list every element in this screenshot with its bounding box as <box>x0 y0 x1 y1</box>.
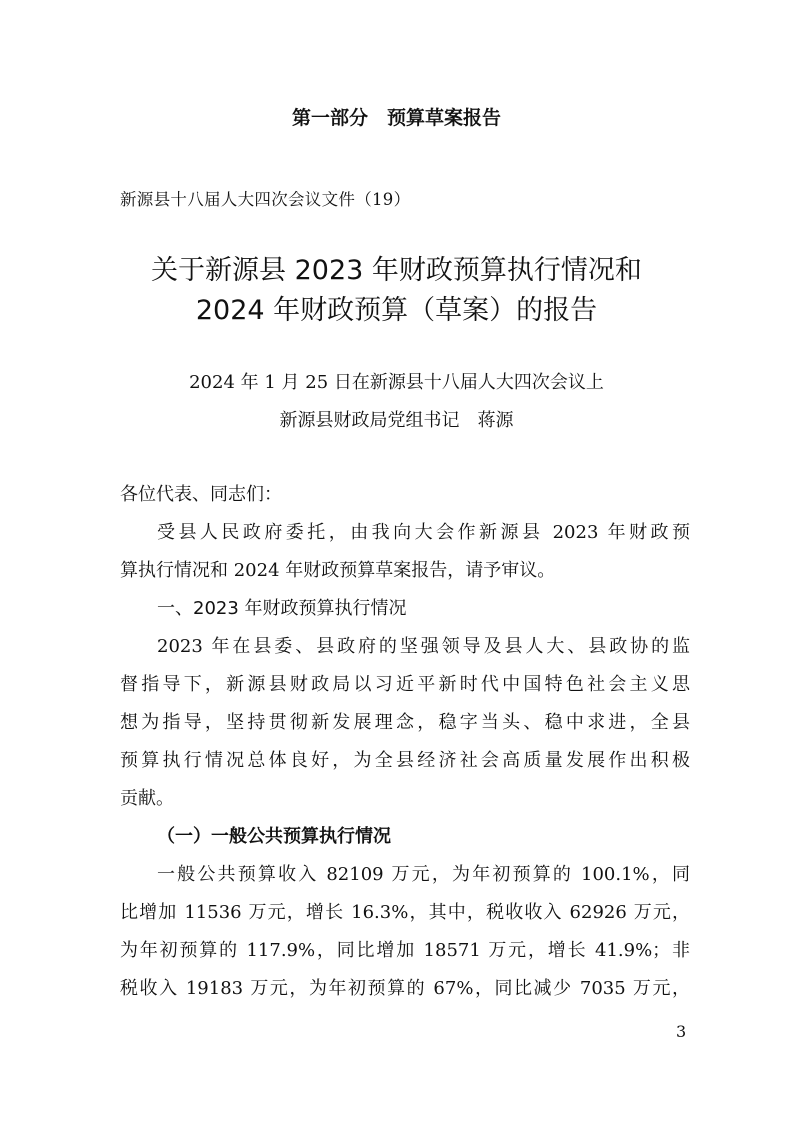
paragraph-line: 督指导下，新源县财政局以习近平新时代中国特色社会主义思 <box>120 674 690 695</box>
intro-line: 算执行情况和 2024 年财政预算草案报告，请予审议。 <box>120 560 556 581</box>
report-title-line-1: 关于新源县 2023 年财政预算执行情况和 <box>151 255 642 286</box>
document-number: 新源县十八届人大四次会议文件（19） <box>120 190 411 209</box>
meeting-date-line: 2024 年 1 月 25 日在新源县十八届人大四次会议上 <box>189 372 604 393</box>
paragraph-line: 想为指导，坚持贯彻新发展理念，稳字当头、稳中求进，全县 <box>120 712 690 733</box>
subsection-heading-1: （一）一般公共预算执行情况 <box>157 826 391 847</box>
intro-line: 受县人民政府委托，由我向大会作新源县 2023 年财政预 <box>157 522 690 543</box>
paragraph-line: 预算执行情况总体良好，为全县经济社会高质量发展作出积极 <box>120 750 690 771</box>
report-title-line-2: 2024 年财政预算（草案）的报告 <box>195 295 598 326</box>
salutation: 各位代表、同志们： <box>120 484 282 505</box>
paragraph-line: 税收入 19183 万元，为年初预算的 67%，同比减少 7035 万元， <box>120 978 690 999</box>
part-heading: 第一部分 预算草案报告 <box>291 107 501 129</box>
paragraph-line: 为年初预算的 117.9%，同比增加 18571 万元，增长 41.9%；非 <box>120 940 690 961</box>
paragraph-line: 2023 年在县委、县政府的坚强领导及县人大、县政协的监 <box>157 636 690 657</box>
paragraph-line: 贡献。 <box>120 788 174 809</box>
paragraph-line: 比增加 11536 万元，增长 16.3%，其中，税收收入 62926 万元， <box>120 902 690 923</box>
page-number: 3 <box>676 1022 687 1041</box>
paragraph-line: 一般公共预算收入 82109 万元，为年初预算的 100.1%，同 <box>157 864 690 885</box>
presenter-line: 新源县财政局党组书记 蒋源 <box>279 410 514 431</box>
section-heading-1: 一、2023 年财政预算执行情况 <box>157 598 407 619</box>
